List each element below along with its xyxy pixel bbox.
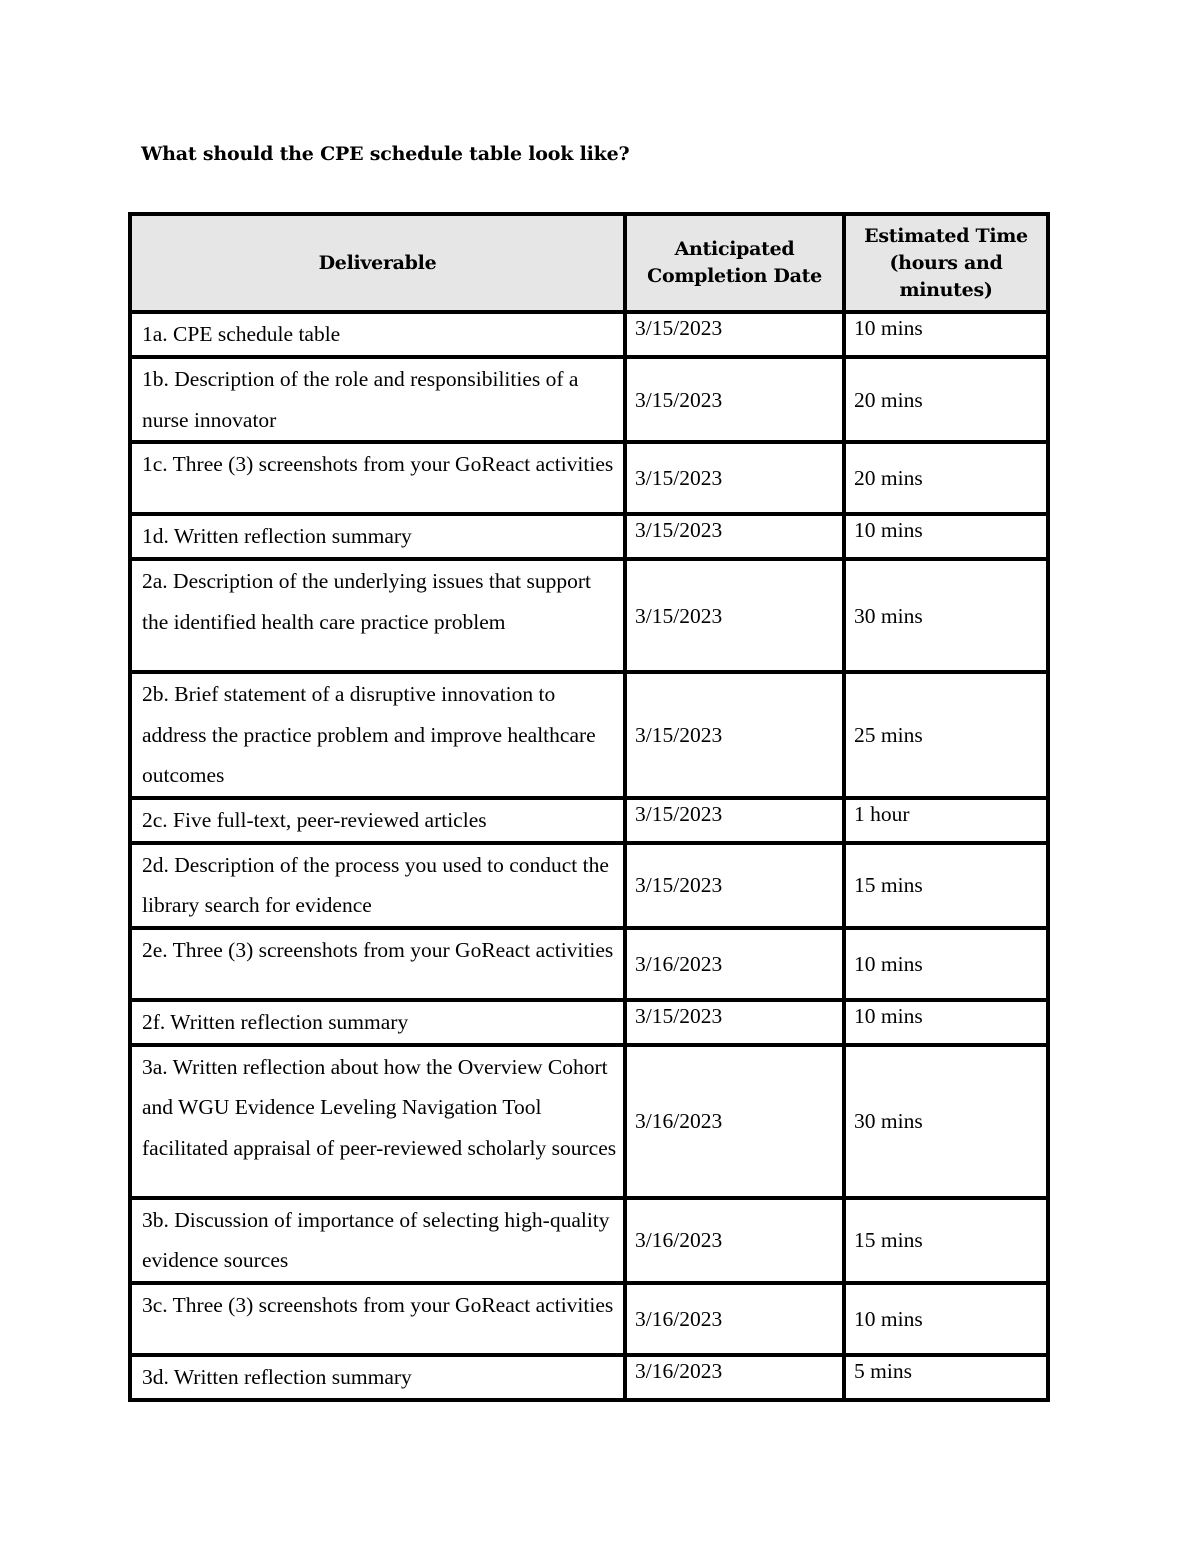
deliverable-cell: 1a. CPE schedule table <box>130 312 625 357</box>
completion-date-cell: 3/16/2023 <box>625 1283 844 1355</box>
deliverable-cell: 1d. Written reflection summary <box>130 514 625 559</box>
estimated-time-cell: 10 mins <box>844 1000 1048 1045</box>
deliverable-cell: 3a. Written reflection about how the Overview Cohort and WGU Evidence Leveling Navigation Tool facilitated appraisal of peer-reviewed scholarly sources <box>130 1045 625 1198</box>
deliverable-cell: 3b. Discussion of importance of selecting high-quality evidence sources <box>130 1198 625 1283</box>
deliverable-cell: 2b. Brief statement of a disruptive innovation to address the practice problem and improve healthcare outcomes <box>130 672 625 798</box>
completion-date-cell: 3/16/2023 <box>625 928 844 1000</box>
column-header-completion-date: Anticipated Completion Date <box>625 214 844 312</box>
table-row <box>130 357 1048 442</box>
column-header-estimated-time: Estimated Time (hours and minutes) <box>844 214 1048 312</box>
table-row <box>130 1000 1048 1045</box>
deliverable-cell: 2f. Written reflection summary <box>130 1000 625 1045</box>
estimated-time-cell: 1 hour <box>844 798 1048 843</box>
deliverable-cell: 2e. Three (3) screenshots from your GoReact activities <box>130 928 625 1000</box>
table-row <box>130 672 1048 798</box>
table-header-row <box>130 214 1048 312</box>
estimated-time-cell: 20 mins <box>844 442 1048 514</box>
table-row <box>130 1045 1048 1198</box>
estimated-time-cell: 30 mins <box>844 559 1048 672</box>
estimated-time-cell: 30 mins <box>844 1045 1048 1198</box>
table-row <box>130 312 1048 357</box>
estimated-time-cell: 10 mins <box>844 1283 1048 1355</box>
completion-date-cell: 3/15/2023 <box>625 442 844 514</box>
estimated-time-cell: 25 mins <box>844 672 1048 798</box>
table-row <box>130 442 1048 514</box>
deliverable-cell: 2a. Description of the underlying issues that support the identified health care practice problem <box>130 559 625 672</box>
table-row <box>130 1355 1048 1400</box>
completion-date-cell: 3/15/2023 <box>625 672 844 798</box>
estimated-time-cell: 10 mins <box>844 514 1048 559</box>
completion-date-cell: 3/16/2023 <box>625 1355 844 1400</box>
estimated-time-cell: 15 mins <box>844 1198 1048 1283</box>
table-row <box>130 1283 1048 1355</box>
table-row <box>130 559 1048 672</box>
estimated-time-cell: 10 mins <box>844 928 1048 1000</box>
deliverable-cell: 1b. Description of the role and responsibilities of a nurse innovator <box>130 357 625 442</box>
table-row <box>130 798 1048 843</box>
completion-date-cell: 3/15/2023 <box>625 843 844 928</box>
completion-date-cell: 3/15/2023 <box>625 357 844 442</box>
deliverable-cell: 2d. Description of the process you used to conduct the library search for evidence <box>130 843 625 928</box>
completion-date-cell: 3/15/2023 <box>625 312 844 357</box>
deliverable-cell: 1c. Three (3) screenshots from your GoReact activities <box>130 442 625 514</box>
table-row <box>130 1198 1048 1283</box>
estimated-time-cell: 5 mins <box>844 1355 1048 1400</box>
table-row <box>130 514 1048 559</box>
page-heading: What should the CPE schedule table look like? <box>141 143 630 165</box>
completion-date-cell: 3/16/2023 <box>625 1045 844 1198</box>
deliverable-cell: 2c. Five full-text, peer-reviewed articles <box>130 798 625 843</box>
completion-date-cell: 3/15/2023 <box>625 559 844 672</box>
completion-date-cell: 3/15/2023 <box>625 1000 844 1045</box>
completion-date-cell: 3/15/2023 <box>625 514 844 559</box>
completion-date-cell: 3/15/2023 <box>625 798 844 843</box>
deliverable-cell: 3d. Written reflection summary <box>130 1355 625 1400</box>
column-header-deliverable: Deliverable <box>130 214 625 312</box>
estimated-time-cell: 20 mins <box>844 357 1048 442</box>
estimated-time-cell: 15 mins <box>844 843 1048 928</box>
cpe-schedule-table <box>128 212 1050 1402</box>
estimated-time-cell: 10 mins <box>844 312 1048 357</box>
table-row <box>130 928 1048 1000</box>
completion-date-cell: 3/16/2023 <box>625 1198 844 1283</box>
deliverable-cell: 3c. Three (3) screenshots from your GoReact activities <box>130 1283 625 1355</box>
table-row <box>130 843 1048 928</box>
